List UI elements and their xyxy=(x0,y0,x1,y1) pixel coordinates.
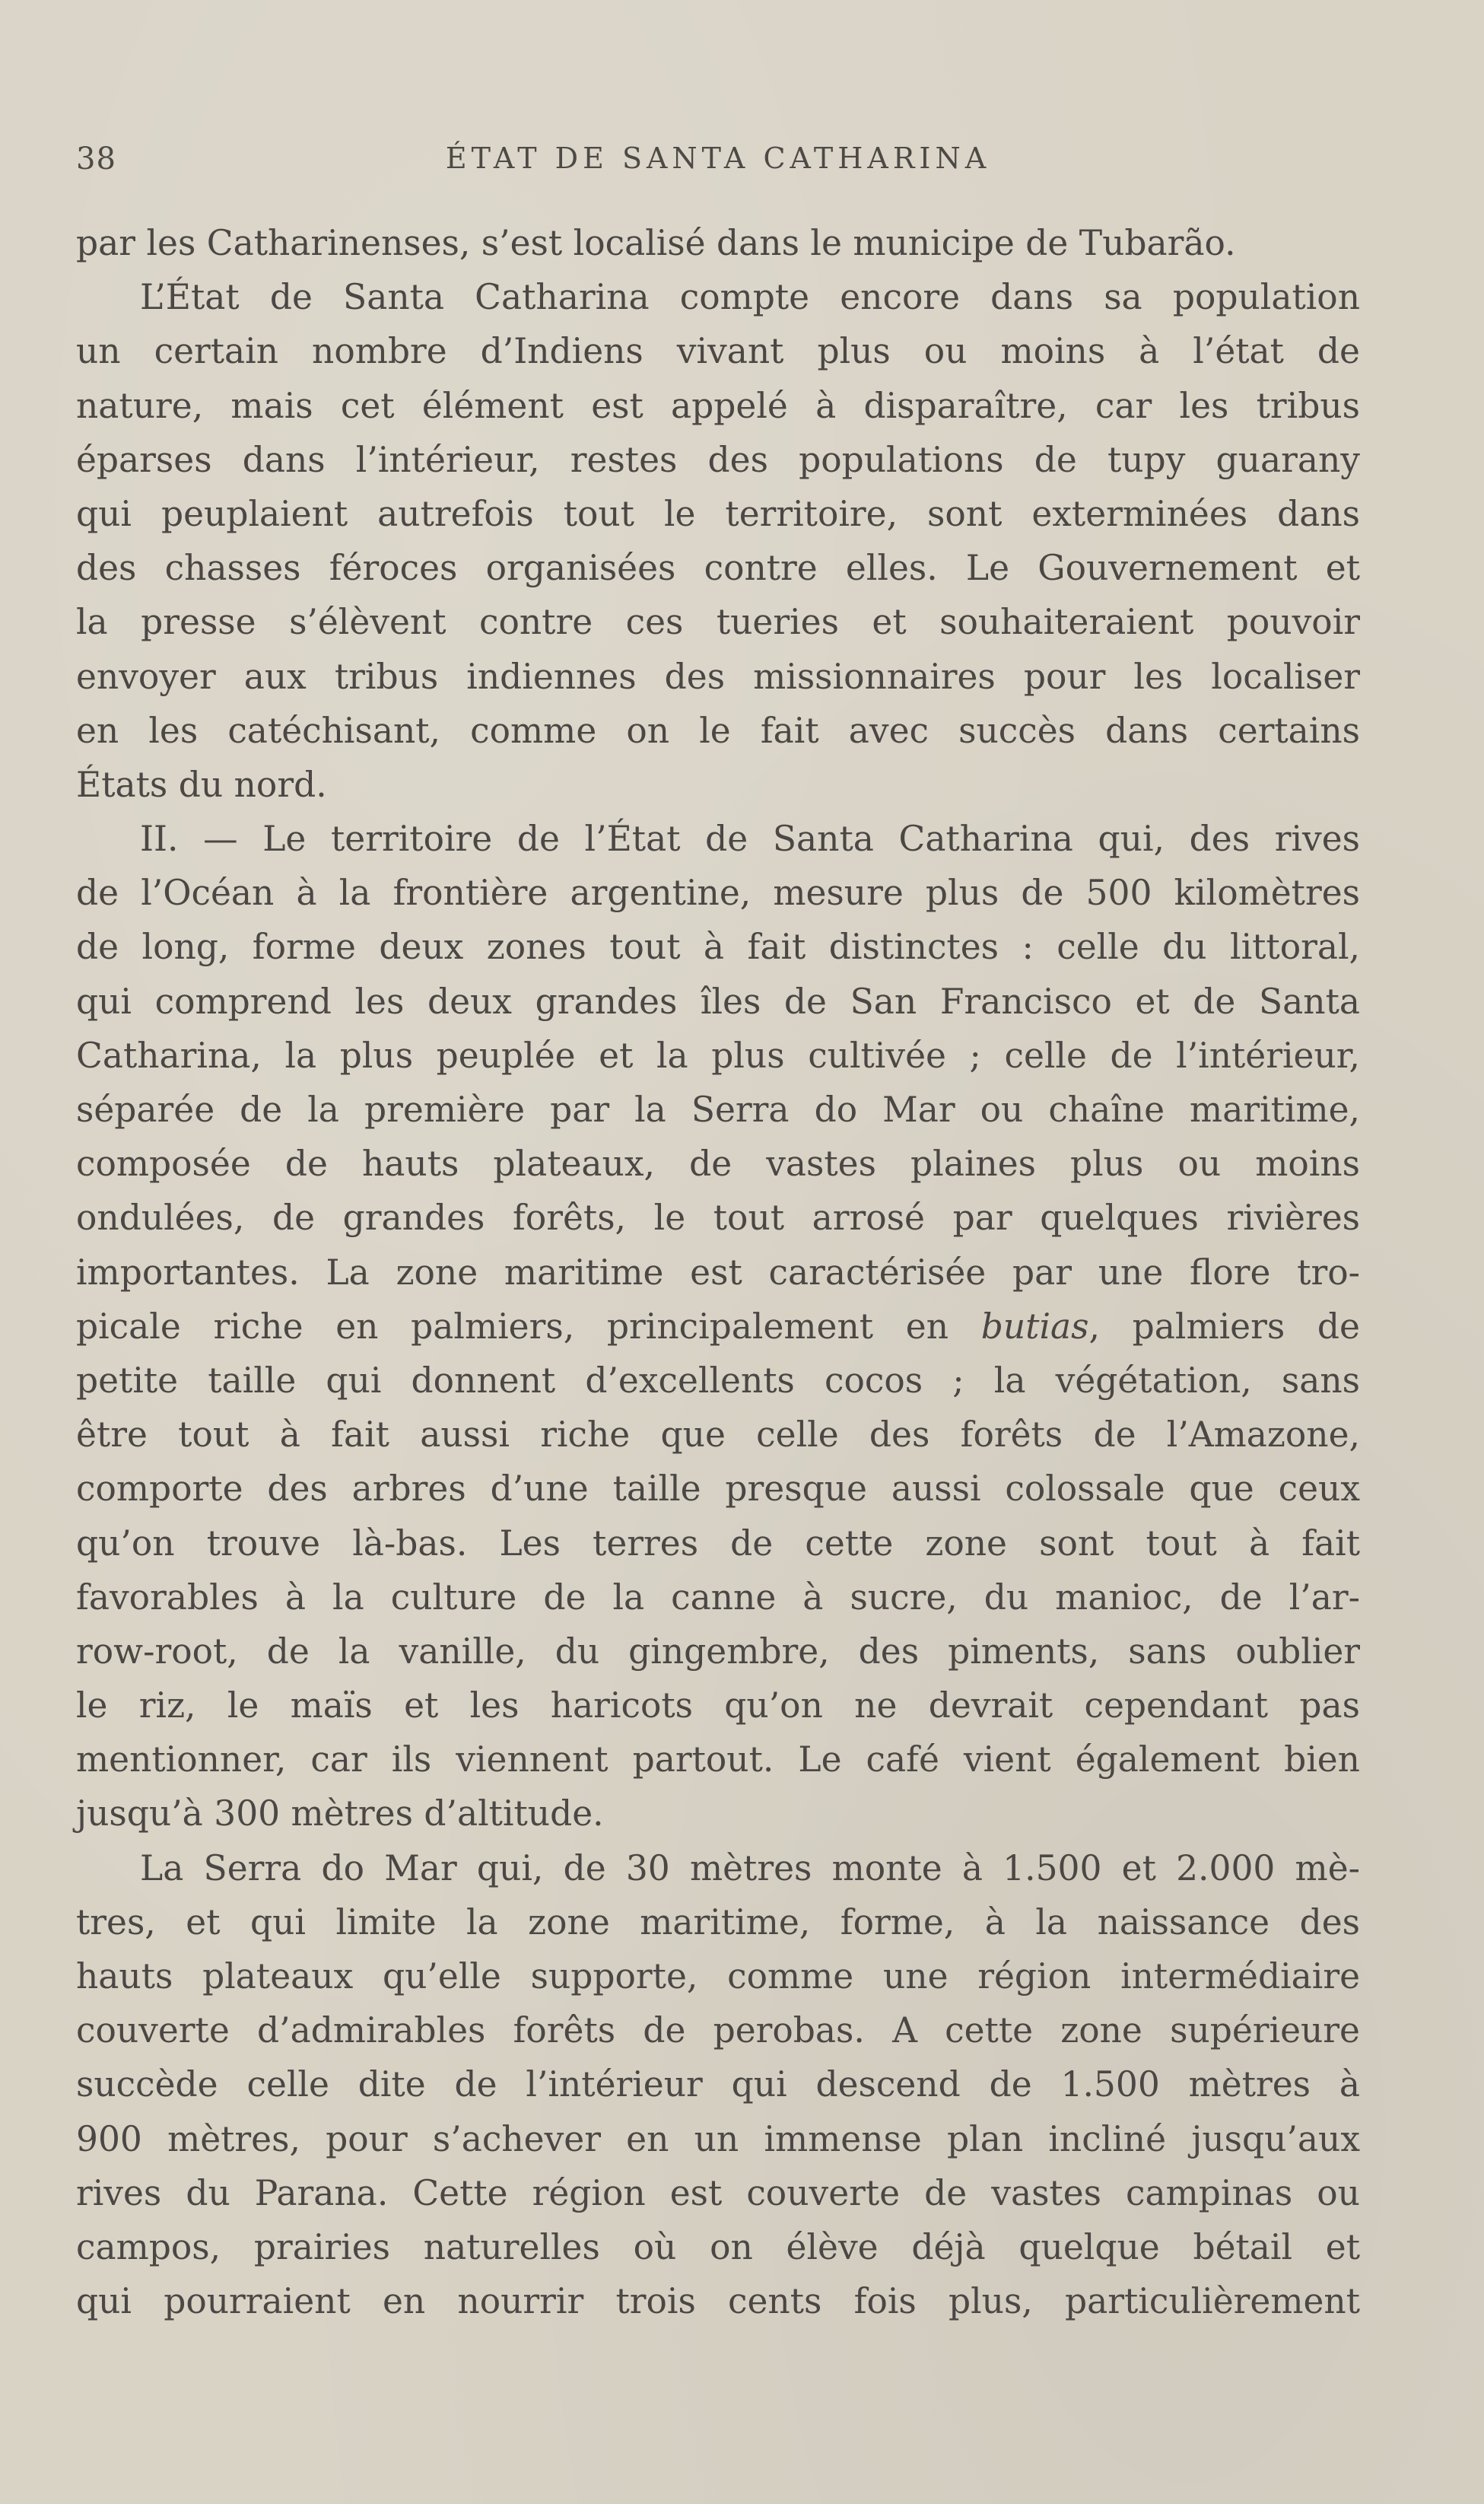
text-line: qui pourraient en nourrir trois cents fois plus, particulièrement xyxy=(76,2281,1360,2322)
text-line: comporte des arbres d’une taille presque aussi colossale que ceux xyxy=(76,1468,1360,1510)
text-line: rives du Parana. Cette région est couverte de vastes campinas ou xyxy=(76,2172,1360,2213)
text-fragment: picale riche en palmiers, principalement en xyxy=(76,1306,981,1347)
text-line: petite taille qui donnent d’excellents cocos ; la végétation, sans xyxy=(76,1360,1360,1401)
text-line: row-root, de la vanille, du gingembre, des piments, sans oublier xyxy=(76,1631,1360,1672)
text-line: jusqu’à 300 mètres d’altitude. xyxy=(76,1793,604,1834)
italic-term: butias xyxy=(980,1306,1089,1347)
text-line: succède celle dite de l’intérieur qui descend de 1.500 mètres à xyxy=(76,2064,1360,2105)
text-line: tres, et qui limite la zone maritime, forme, à la naissance des xyxy=(76,1901,1360,1942)
text-line: II. — Le territoire de l’État de Santa Catharina qui, des rives xyxy=(140,819,1360,860)
paragraph-3 xyxy=(76,812,1360,1841)
paragraph-2 xyxy=(76,270,1360,812)
text-line: séparée de la première par la Serra do Mar ou chaîne maritime, xyxy=(76,1090,1360,1130)
text-line: mentionner, car ils viennent partout. Le café vient également bien xyxy=(76,1739,1360,1780)
text-line: éparses dans l’intérieur, restes des populations de tupy guarany xyxy=(76,439,1360,480)
page-header xyxy=(76,142,1360,187)
paragraph-4 xyxy=(76,1841,1360,2329)
text-line: Catharina, la plus peuplée et la plus cultivée ; celle de l’intérieur, xyxy=(76,1035,1360,1076)
text-line: favorables à la culture de la canne à sucre, du manioc, de l’ar- xyxy=(76,1577,1360,1618)
text-line: être tout à fait aussi riche que celle des forêts de l’Amazone, xyxy=(76,1414,1360,1456)
text-line: des chasses féroces organisées contre elles. Le Gouvernement et xyxy=(76,548,1360,589)
text-line: de long, forme deux zones tout à fait distinctes : celle du littoral, xyxy=(76,927,1360,968)
text-line: campos, prairies naturelles où on élève déjà quelque bétail et xyxy=(76,2226,1360,2267)
text-line: ondulées, de grandes forêts, le tout arrosé par quelques rivières xyxy=(76,1198,1360,1239)
text-line: importantes. La zone maritime est caractérisée par une flore tro- xyxy=(76,1252,1360,1293)
page-number: 38 xyxy=(76,142,116,177)
text-line: la presse s’élèvent contre ces tueries et souhaiteraient pouvoir xyxy=(76,602,1360,643)
text-line: en les catéchisant, comme on le fait avec succès dans certains xyxy=(76,710,1360,751)
text-fragment: , palmiers de xyxy=(1088,1306,1360,1347)
text-line-with-italic xyxy=(76,1300,1360,1354)
text-line: un certain nombre d’Indiens vivant plus ou moins à l’état de xyxy=(76,331,1360,372)
text-line: composée de hauts plateaux, de vastes plaines plus ou moins xyxy=(76,1144,1360,1185)
text-line: qui peuplaient autrefois tout le territoire, sont exterminées dans xyxy=(76,493,1360,534)
text-line: couverte d’admirables forêts de perobas. A cette zone supérieure xyxy=(76,2010,1360,2051)
text-line: L’État de Santa Catharina compte encore dans sa population xyxy=(140,277,1360,318)
text-line: par les Catharinenses, s’est localisé dans le municipe de Tubarão. xyxy=(76,223,1236,263)
text-line: envoyer aux tribus indiennes des missionnaires pour les localiser xyxy=(76,656,1360,697)
text-line: le riz, le maïs et les haricots qu’on ne devrait cependant pas xyxy=(76,1685,1360,1726)
text-line: 900 mètres, pour s’achever en un immense plan incliné jusqu’aux xyxy=(76,2118,1360,2159)
text-line: hauts plateaux qu’elle supporte, comme une région intermédiaire xyxy=(76,1956,1360,1997)
paragraph-1 xyxy=(76,216,1360,270)
text-line: nature, mais cet élément est appelé à disparaître, car les tribus xyxy=(76,385,1360,426)
body-text xyxy=(76,216,1360,2328)
text-line: de l’Océan à la frontière argentine, mesure plus de 500 kilomètres xyxy=(76,873,1360,914)
text-line: qu’on trouve là-bas. Les terres de cette zone sont tout à fait xyxy=(76,1522,1360,1564)
running-title: ÉTAT DE SANTA CATHARINA xyxy=(445,142,991,175)
text-line: États du nord. xyxy=(76,764,327,805)
text-line: La Serra do Mar qui, de 30 mètres monte à 1.500 et 2.000 mè- xyxy=(140,1847,1360,1888)
text-line: qui comprend les deux grandes îles de San Francisco et de Santa xyxy=(76,981,1360,1022)
